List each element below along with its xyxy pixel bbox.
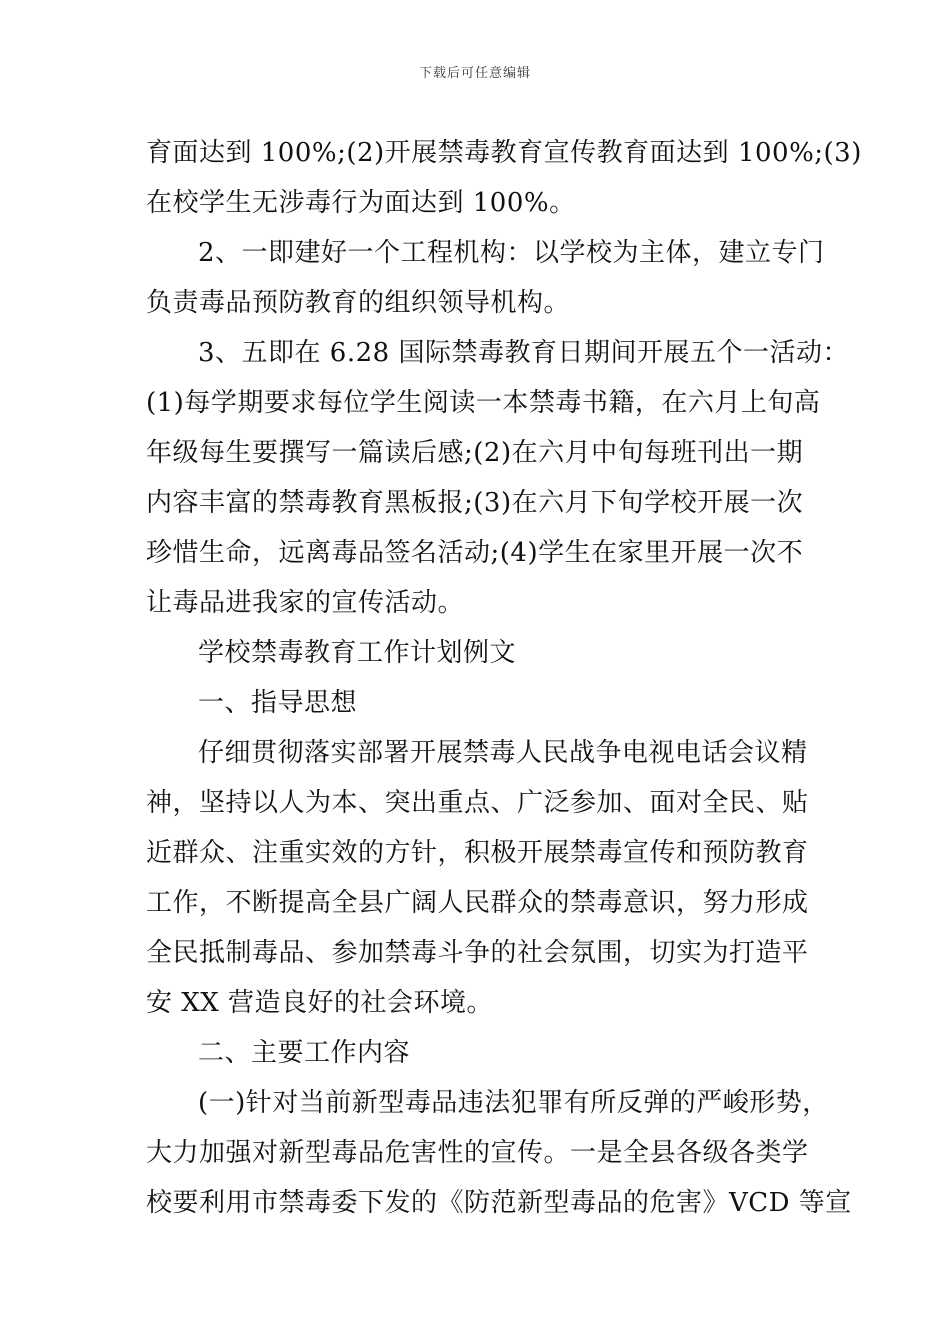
text-line: 内容丰富的禁毒教育黑板报;(3)在六月下旬学校开展一次 [146,488,804,518]
section-title: 学校禁毒教育工作计划例文 [198,638,517,668]
text-line: 大力加强对新型毒品危害性的宣传。一是全县各级各类学 [146,1138,809,1168]
heading-main-work: 二、主要工作内容 [198,1038,411,1068]
text-line: (1)每学期要求每位学生阅读一本禁毒书籍，在六月上旬高 [146,388,821,418]
heading-guiding-ideology: 一、指导思想 [198,688,358,718]
text-line: 珍惜生命，远离毒品签名活动;(4)学生在家里开展一次不 [146,538,804,568]
text-line: (一)针对当前新型毒品违法犯罪有所反弹的严峻形势， [198,1088,829,1118]
text-line: 2、一即建好一个工程机构：以学校为主体，建立专门 [198,238,825,268]
text-line: 育面达到 100%;(2)开展禁毒教育宣传教育面达到 100%;(3) [146,138,862,168]
text-line: 负责毒品预防教育的组织领导机构。 [146,288,571,318]
text-line: 校要利用市禁毒委下发的《防范新型毒品的危害》VCD 等宣 [146,1188,852,1218]
text-line: 年级每生要撰写一篇读后感;(2)在六月中旬每班刊出一期 [146,438,804,468]
text-line: 3、五即在 6.28 国际禁毒教育日期间开展五个一活动： [198,338,849,368]
text-line: 在校学生无涉毒行为面达到 100%。 [146,188,576,218]
text-line: 神，坚持以人为本、突出重点、广泛参加、面对全民、贴 [146,788,809,818]
text-line: 安 XX 营造良好的社会环境。 [146,988,494,1018]
document-body [146,128,862,1228]
page-header: 下载后可任意编辑 [418,66,531,81]
text-line: 仔细贯彻落实部署开展禁毒人民战争电视电话会议精 [198,738,808,768]
text-line: 全民抵制毒品、参加禁毒斗争的社会氛围，切实为打造平 [146,938,809,968]
text-line: 近群众、注重实效的方针，积极开展禁毒宣传和预防教育 [146,838,809,868]
text-line: 让毒品进我家的宣传活动。 [146,588,465,618]
text-line: 工作，不断提高全县广阔人民群众的禁毒意识，努力形成 [146,888,809,918]
